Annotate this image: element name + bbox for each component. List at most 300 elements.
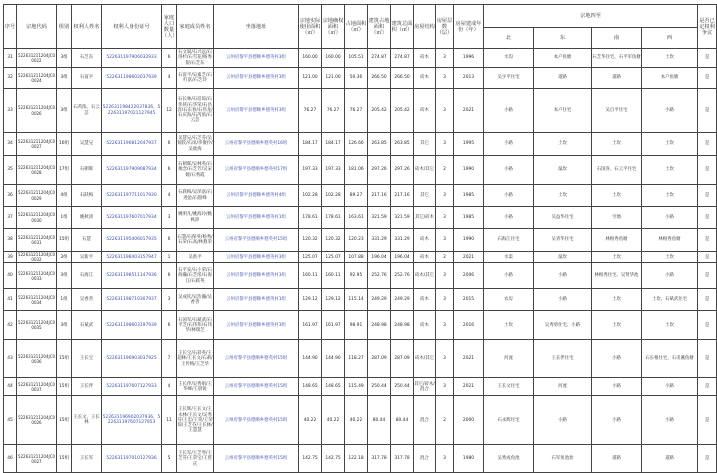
id-cell: 522631197909087934: [102, 156, 162, 185]
code-cell: 522631211204JC00027: [17, 133, 57, 156]
disputed-cell: 是: [698, 378, 717, 396]
seq-cell: 46: [4, 445, 17, 473]
north-cell: 王长文住宅: [484, 378, 534, 396]
population-cell: 6: [162, 263, 177, 289]
base-area-cell: 98.91: [345, 311, 368, 340]
table-row: [4, 252, 717, 263]
id-cell: 522631198511147936: [102, 263, 162, 289]
structure-cell: 砖木/其它: [414, 263, 436, 289]
seq-cell: 41: [4, 289, 17, 311]
table-row: [4, 378, 717, 396]
header-north: 北: [484, 28, 534, 49]
owner-cell: 石富平: [72, 68, 102, 89]
approved-area-cell: 148.65: [299, 378, 322, 396]
code-cell: 522631211204JC00036: [17, 340, 57, 378]
floor-area-cell: 250.44: [368, 378, 391, 396]
year-cell: 2013: [454, 68, 484, 89]
members-cell: 王长辉/王长文/王永林/王长文/吴秀芬/王忠/王荣/王荣琼/王芝芬/王长林/王慧慧: [177, 396, 214, 445]
north-cell: 小路: [484, 185, 534, 207]
group-cell: 3组: [57, 49, 72, 68]
land-area-cell: 160.11: [322, 263, 345, 289]
structure-cell: 砖木: [414, 252, 436, 263]
table-row: [4, 340, 717, 378]
table-row: [4, 89, 717, 133]
base-area-cell: 50.36: [345, 68, 368, 89]
year-cell: 1995: [454, 133, 484, 156]
table-row: [4, 133, 717, 156]
structure-cell: 砖木/其它: [414, 340, 436, 378]
east-cell: 小路: [534, 289, 592, 311]
south-cell: 土坎: [592, 311, 642, 340]
location-cell: 云州府黎平县德顺乡德英村3组: [214, 311, 299, 340]
west-cell: 林根秀鱼塘: [642, 229, 698, 252]
approved-area-cell: 121.00: [299, 68, 322, 89]
total-area-cell: 287.09: [391, 340, 414, 378]
floor-area-cell: 266.50: [368, 68, 391, 89]
west-cell: 本户鱼塘: [642, 68, 698, 89]
base-area-cell: 115.49: [345, 378, 368, 396]
seq-cell: 43: [4, 340, 17, 378]
total-area-cell: 331.29: [391, 229, 414, 252]
north-cell: 小路: [484, 207, 534, 229]
total-area-cell: 248.98: [391, 311, 414, 340]
population-cell: 6: [162, 229, 177, 252]
id-cell: 522631197607017934: [102, 207, 162, 229]
population-cell: 3: [162, 289, 177, 311]
year-cell: 2021: [454, 378, 484, 396]
population-cell: 6: [162, 156, 177, 185]
population-cell: 4: [162, 378, 177, 396]
floors-cell: 3: [436, 289, 454, 311]
disputed-cell: 是: [698, 311, 717, 340]
west-cell: 小路: [642, 89, 698, 133]
table-row: [4, 49, 717, 68]
header-base-area: 占地面积（㎡）: [345, 5, 368, 49]
land-registry-sheet: [3, 4, 715, 467]
owner-cell: 石跃梅: [72, 185, 102, 207]
south-cell: 土坎: [592, 289, 642, 311]
land-area-cell: 161.97: [322, 311, 345, 340]
floors-cell: 3: [436, 263, 454, 289]
east-cell: 王长伴住宅: [534, 340, 592, 378]
id-cell: 522631198602037939: [102, 68, 162, 89]
disputed-cell: 是: [698, 263, 717, 289]
north-cell: 农房: [484, 289, 534, 311]
group-cell: 3组: [57, 89, 72, 133]
seq-cell: 34: [4, 133, 17, 156]
location-cell: 云州府黎平县德顺乡德英村15组: [214, 229, 299, 252]
code-cell: 522631211204JC00032: [17, 252, 56, 263]
floors-cell: 3: [436, 340, 454, 378]
code-cell: 522631211204JC00024: [17, 68, 57, 89]
structure-cell: 其它: [414, 185, 436, 207]
east-cell: 吴益华住宅: [534, 207, 592, 229]
population-cell: 3: [162, 207, 177, 229]
population-cell: 11: [162, 396, 177, 445]
north-cell: 石永辉住宅: [484, 396, 534, 445]
approved-area-cell: 160.11: [299, 263, 322, 289]
land-area-cell: 148.65: [322, 378, 345, 396]
west-cell: 道路: [642, 445, 698, 473]
floors-cell: 3: [436, 133, 454, 156]
table-body: [4, 49, 717, 473]
total-area-cell: 217.16: [391, 185, 414, 207]
id-cell: 522631196903037925: [102, 340, 162, 378]
east-cell: 鼠坎: [534, 252, 592, 263]
owner-cell: 石斌武: [72, 311, 102, 340]
total-area-cell: 80.44: [391, 396, 414, 445]
population-cell: 5: [162, 445, 177, 473]
floors-cell: 3: [436, 89, 454, 133]
group-cell: 17组: [57, 156, 72, 185]
location-cell: 云州府黎平县德顺乡德英村15组: [214, 378, 299, 396]
base-area-cell: 76.27: [345, 89, 368, 133]
seq-cell: 33: [4, 89, 17, 133]
table-row: [4, 68, 717, 89]
owner-cell: 王长军: [72, 445, 102, 473]
id-cell: 522631198422037836、522631197021127945: [102, 89, 162, 133]
base-area-cell: 105.51: [345, 49, 368, 68]
base-area-cell: 107.88: [345, 252, 368, 263]
east-cell: 本户鱼塘: [534, 49, 592, 68]
disputed-cell: 是: [698, 68, 717, 89]
east-cell: 鼠坎: [534, 156, 592, 185]
seq-cell: 35: [4, 156, 17, 185]
table-row: [4, 289, 717, 311]
owner-cell: 石慧: [72, 229, 102, 252]
disputed-cell: 是: [698, 185, 717, 207]
year-cell: 1985: [454, 185, 484, 207]
owner-cell: 石芮浓、石云芸: [72, 89, 102, 133]
id-cell: 522631198403157947: [102, 252, 162, 263]
header-members: 家庭成员姓名: [177, 5, 214, 49]
location-cell: 云州府黎平县德顺乡德英村1组: [214, 207, 299, 229]
header-group: 组别: [57, 5, 72, 49]
east-cell: 道路: [534, 68, 592, 89]
table-row: [4, 396, 717, 445]
approved-area-cell: 125.07: [299, 252, 322, 263]
south-cell: 道路: [592, 445, 642, 473]
floor-area-cell: 217.16: [368, 185, 391, 207]
header-structure: 房屋结构: [414, 5, 436, 49]
code-cell: 522631211204JC00026: [17, 396, 57, 445]
approved-area-cell: 184.17: [299, 133, 322, 156]
land-area-cell: 129.12: [322, 289, 345, 311]
group-cell: 15组: [57, 445, 72, 473]
disputed-cell: 是: [698, 133, 717, 156]
id-cell: 522631197010127936: [102, 445, 162, 473]
owner-cell: 石芝东: [72, 49, 102, 68]
land-area-cell: 197.33: [322, 156, 345, 185]
population-cell: 6: [162, 133, 177, 156]
header-location: 坐落地址: [214, 5, 299, 49]
structure-cell: 砖木: [414, 229, 436, 252]
location-cell: 云州府黎平县德顺乡德英村15组: [214, 396, 299, 445]
header-seq: 序号: [4, 5, 17, 49]
floor-area-cell: 287.09: [368, 340, 391, 378]
floor-area-cell: 274.87: [368, 49, 391, 68]
header-floors: 房屋层数（层）: [436, 5, 454, 49]
disputed-cell: 是: [698, 229, 717, 252]
owner-cell: 王长文、王长林: [72, 396, 102, 445]
total-area-cell: 317.78: [391, 445, 414, 473]
members-cell: 姚明凡/姚海玲/姚秋沛: [177, 207, 214, 229]
total-area-cell: 196.04: [391, 252, 414, 263]
floors-cell: 3: [436, 49, 454, 68]
group-cell: 3组: [57, 252, 72, 263]
north-cell: 土坎: [484, 311, 534, 340]
structure-cell: 混合: [414, 396, 436, 445]
north-cell: 小路: [484, 263, 534, 289]
group-cell: 4组: [57, 185, 72, 207]
south-cell: 林根秀住宅、吴贤华池: [592, 263, 642, 289]
header-land-area: 宗地确权面积（㎡）: [322, 5, 345, 49]
table-row: [4, 263, 717, 289]
location-cell: 云州府黎平县德顺乡德英村3组: [214, 252, 299, 263]
group-cell: 15组: [57, 396, 72, 445]
seq-cell: 32: [4, 68, 17, 89]
table-row: [4, 185, 717, 207]
members-cell: 石跃梅/吴泽富/石进沧/石银峰: [177, 185, 214, 207]
group-cell: 15组: [57, 378, 72, 396]
east-cell: 土坎: [534, 185, 592, 207]
group-cell: 1组: [57, 207, 72, 229]
land-area-cell: 120.32: [322, 229, 345, 252]
floor-area-cell: 317.78: [368, 445, 391, 473]
seq-cell: 42: [4, 311, 17, 340]
east-cell: 吴青华住宅: [534, 229, 592, 252]
header-floor-area: 建筑占地面积（㎡）: [368, 5, 391, 49]
approved-area-cell: 76.27: [299, 89, 322, 133]
population-cell: 12: [162, 89, 177, 133]
total-area-cell: 266.50: [391, 68, 414, 89]
approved-area-cell: 129.12: [299, 289, 322, 311]
floors-cell: 3: [436, 207, 454, 229]
disputed-cell: 是: [698, 207, 717, 229]
code-cell: 522631211204JC00034: [17, 289, 57, 311]
seq-cell: 31: [4, 49, 17, 68]
id-cell: 522631197607127933: [102, 378, 162, 396]
header-population: 家庭人口数量（人）: [162, 5, 177, 49]
seq-cell: 45: [4, 396, 17, 445]
approved-area-cell: 161.97: [299, 311, 322, 340]
header-code: 宗地代码: [17, 5, 57, 49]
group-cell: 3组: [57, 311, 72, 340]
members-cell: 石文斌/石兴远/石洛杉/石雪花/杨秀银/石芝东: [178, 50, 212, 66]
floor-area-cell: 263.85: [368, 133, 391, 156]
base-area-cell: 163.61: [345, 207, 368, 229]
code-cell: 522631211204JC00037: [17, 378, 57, 396]
land-area-cell: 121.00: [322, 68, 345, 89]
location-cell: 云州府黎平县德顺乡德英村3组: [214, 49, 299, 68]
header-east: 东: [534, 28, 592, 49]
table-row: [4, 207, 717, 229]
base-area-cell: 118.27: [345, 340, 368, 378]
group-cell: 16组: [57, 133, 72, 156]
land-area-cell: 160.00: [322, 49, 345, 68]
members-cell: 石朝晖/吴林英/石俊念/石芝芳/吴宋媛/石秀霞: [177, 156, 214, 185]
north-cell: 水沟: [484, 49, 534, 68]
south-cell: 小路: [592, 378, 642, 396]
south-cell: 林根秀鱼塘: [592, 229, 642, 252]
code-cell: 522631211204JC00031: [17, 229, 57, 252]
header-disputed: 是否已定权利争议: [698, 5, 717, 49]
header-approved-area: 宗地实际使用面积（㎡）: [299, 5, 322, 49]
approved-area-cell: 40.22: [299, 396, 322, 445]
floors-cell: 3: [436, 185, 454, 207]
seq-cell: 44: [4, 378, 17, 396]
group-cell: 15组: [57, 229, 72, 252]
west-cell: 小路: [642, 396, 698, 445]
base-area-cell: 115.14: [345, 289, 368, 311]
members-cell: 王长军/王芝琴/王芝芬/王荣宝/王慈庆: [177, 445, 214, 473]
west-cell: 土坎、石斌武住宅: [642, 289, 698, 311]
south-cell: 石芝华住宅、石平军鱼塘: [592, 49, 642, 68]
total-area-cell: 274.87: [391, 49, 414, 68]
members-cell: 吴新平: [177, 252, 214, 263]
floor-area-cell: 80.44: [368, 396, 391, 445]
land-area-cell: 102.28: [322, 185, 345, 207]
header-total-area: 建筑总面积（㎡）: [391, 5, 414, 49]
location-cell: 云州府黎平县德顺乡德英村16组: [214, 133, 299, 156]
header-owner: 权利人姓名: [72, 5, 102, 49]
east-cell: 河流: [534, 378, 592, 396]
south-cell: 空地: [592, 207, 642, 229]
location-cell: 云州府黎平县德顺乡德英村15组: [214, 445, 299, 473]
south-cell: 土坎: [592, 252, 642, 263]
code-cell: 522631211204JC00028: [17, 156, 57, 185]
table-row: [4, 445, 717, 473]
structure-cell: 砖木/其它: [414, 156, 436, 185]
members-cell: 吴成钦/吴浩瀚/吴香善: [177, 289, 214, 311]
total-area-cell: 263.85: [391, 133, 414, 156]
south-cell: 石国喜、石云平住宅: [592, 156, 642, 185]
group-cell: 3组: [57, 263, 72, 289]
floor-area-cell: 248.98: [368, 311, 391, 340]
structure-cell: 其它/砖木: [414, 207, 436, 229]
floor-area-cell: 249.29: [368, 289, 391, 311]
floor-area-cell: 196.04: [368, 252, 391, 263]
south-cell: 小路: [592, 340, 642, 378]
west-cell: 土坎: [642, 133, 698, 156]
population-cell: 1: [162, 252, 177, 263]
east-cell: 吴秀勇住宅、小路: [534, 311, 592, 340]
location-cell: 云州府黎平县德顺乡德英村3组: [214, 263, 299, 289]
year-cell: 1990: [454, 229, 484, 252]
owner-cell: 吴香善: [72, 289, 102, 311]
members-cell: 石长林/石培琼/石伟侠/石华荣/石昌容/石东春/石伟龙/石庆海/石芮浓/石云芸: [177, 89, 214, 133]
header-south: 南: [592, 28, 642, 49]
location-cell: 云州府黎平县德顺乡德英村15组: [214, 340, 299, 378]
members-cell: 吴慧兄/石芝芬/吴锦钦/石凤/李俊伶/吴欲海: [177, 133, 214, 156]
floor-area-cell: 331.29: [368, 229, 391, 252]
owner-cell: 吴新平: [72, 252, 102, 263]
north-cell: 小路: [484, 133, 534, 156]
floor-area-cell: 321.59: [368, 207, 391, 229]
east-cell: 本户住宅: [534, 89, 592, 133]
header-west: 西: [642, 28, 698, 49]
south-cell: 土坎: [592, 133, 642, 156]
north-cell: 水渠: [484, 252, 534, 263]
structure-cell: 其它: [414, 133, 436, 156]
members-cell: 王长伴/吴秀娟/王华峰/王晨锐: [177, 378, 214, 396]
north-cell: 河流: [484, 340, 534, 378]
floors-cell: 2: [436, 156, 454, 185]
floor-area-cell: 297.26: [368, 156, 391, 185]
north-cell: 小路: [484, 89, 534, 133]
south-cell: 小路: [592, 396, 642, 445]
year-cell: 2000: [454, 396, 484, 445]
floors-cell: 2: [436, 252, 454, 263]
land-registry-table: [3, 4, 717, 473]
north-cell: 吴少平住宅: [484, 68, 534, 89]
west-cell: 土坎: [642, 49, 698, 68]
id-cell: 522631197906032933: [102, 49, 162, 68]
year-cell: 2021: [454, 252, 484, 263]
approved-area-cell: 102.28: [299, 185, 322, 207]
total-area-cell: 205.42: [391, 89, 414, 133]
seq-cell: 40: [4, 263, 17, 289]
year-cell: 1985: [454, 207, 484, 229]
total-area-cell: 321.59: [391, 207, 414, 229]
structure-cell: 砖木: [414, 68, 436, 89]
id-cell: 522631197711017930: [102, 185, 162, 207]
land-area-cell: 184.17: [322, 133, 345, 156]
land-area-cell: 125.07: [322, 252, 345, 263]
id-cell: 522631195406017935: [102, 229, 162, 252]
id-cell: 522631196902037936、522631197607127953: [102, 396, 162, 445]
year-cell: 2006: [454, 263, 484, 289]
code-cell: 522631211204JC00029: [17, 185, 57, 207]
members-cell: 石慧/石保英/杨秀/石荣/石高/林燕荣: [177, 229, 214, 252]
east-cell: 石军鱼池坎: [534, 445, 592, 473]
total-area-cell: 297.26: [391, 156, 414, 185]
disputed-cell: 是: [698, 396, 717, 445]
owner-cell: 王长宝: [72, 340, 102, 378]
south-cell: 吴自平住宅: [592, 89, 642, 133]
approved-area-cell: 142.75: [299, 445, 322, 473]
seq-cell: 39: [4, 252, 17, 263]
header-boundary: 宗地四至: [484, 5, 698, 28]
floor-area-cell: 205.42: [368, 89, 391, 133]
population-cell: 6: [162, 49, 177, 68]
floor-area-cell: 252.76: [368, 263, 391, 289]
structure-cell: 砖木: [414, 89, 436, 133]
members-cell: 石富平/吴素芝/石红富/石芝玲: [177, 68, 214, 89]
population-cell: 4: [162, 68, 177, 89]
land-area-cell: 76.27: [322, 89, 345, 133]
owner-cell: 石朝晖: [72, 156, 102, 185]
members-cell: 石平安/石小荣/石海瀚/石芝彤/石海江/石跃英: [177, 263, 214, 289]
land-area-cell: 178.61: [322, 207, 345, 229]
floors-cell: 3: [436, 311, 454, 340]
location-cell: 云州府黎平县德顺乡德英村3组: [214, 68, 299, 89]
population-cell: 7: [162, 340, 177, 378]
approved-area-cell: 197.33: [299, 156, 322, 185]
east-cell: 小路: [534, 263, 592, 289]
base-area-cell: 92.95: [345, 263, 368, 289]
disputed-cell: 是: [698, 252, 717, 263]
group-cell: 1组: [57, 289, 72, 311]
year-cell: 2015: [454, 289, 484, 311]
header-year: 房屋建成年份（年）: [454, 5, 484, 49]
west-cell: 石长根住宅、石炎溪鱼塘: [642, 340, 698, 378]
id-cell: 522631196812047937: [102, 133, 162, 156]
seq-cell: 38: [4, 229, 17, 252]
east-cell: 土坎: [534, 133, 592, 156]
south-cell: 土坎: [592, 185, 642, 207]
base-area-cell: 120.23: [345, 229, 368, 252]
